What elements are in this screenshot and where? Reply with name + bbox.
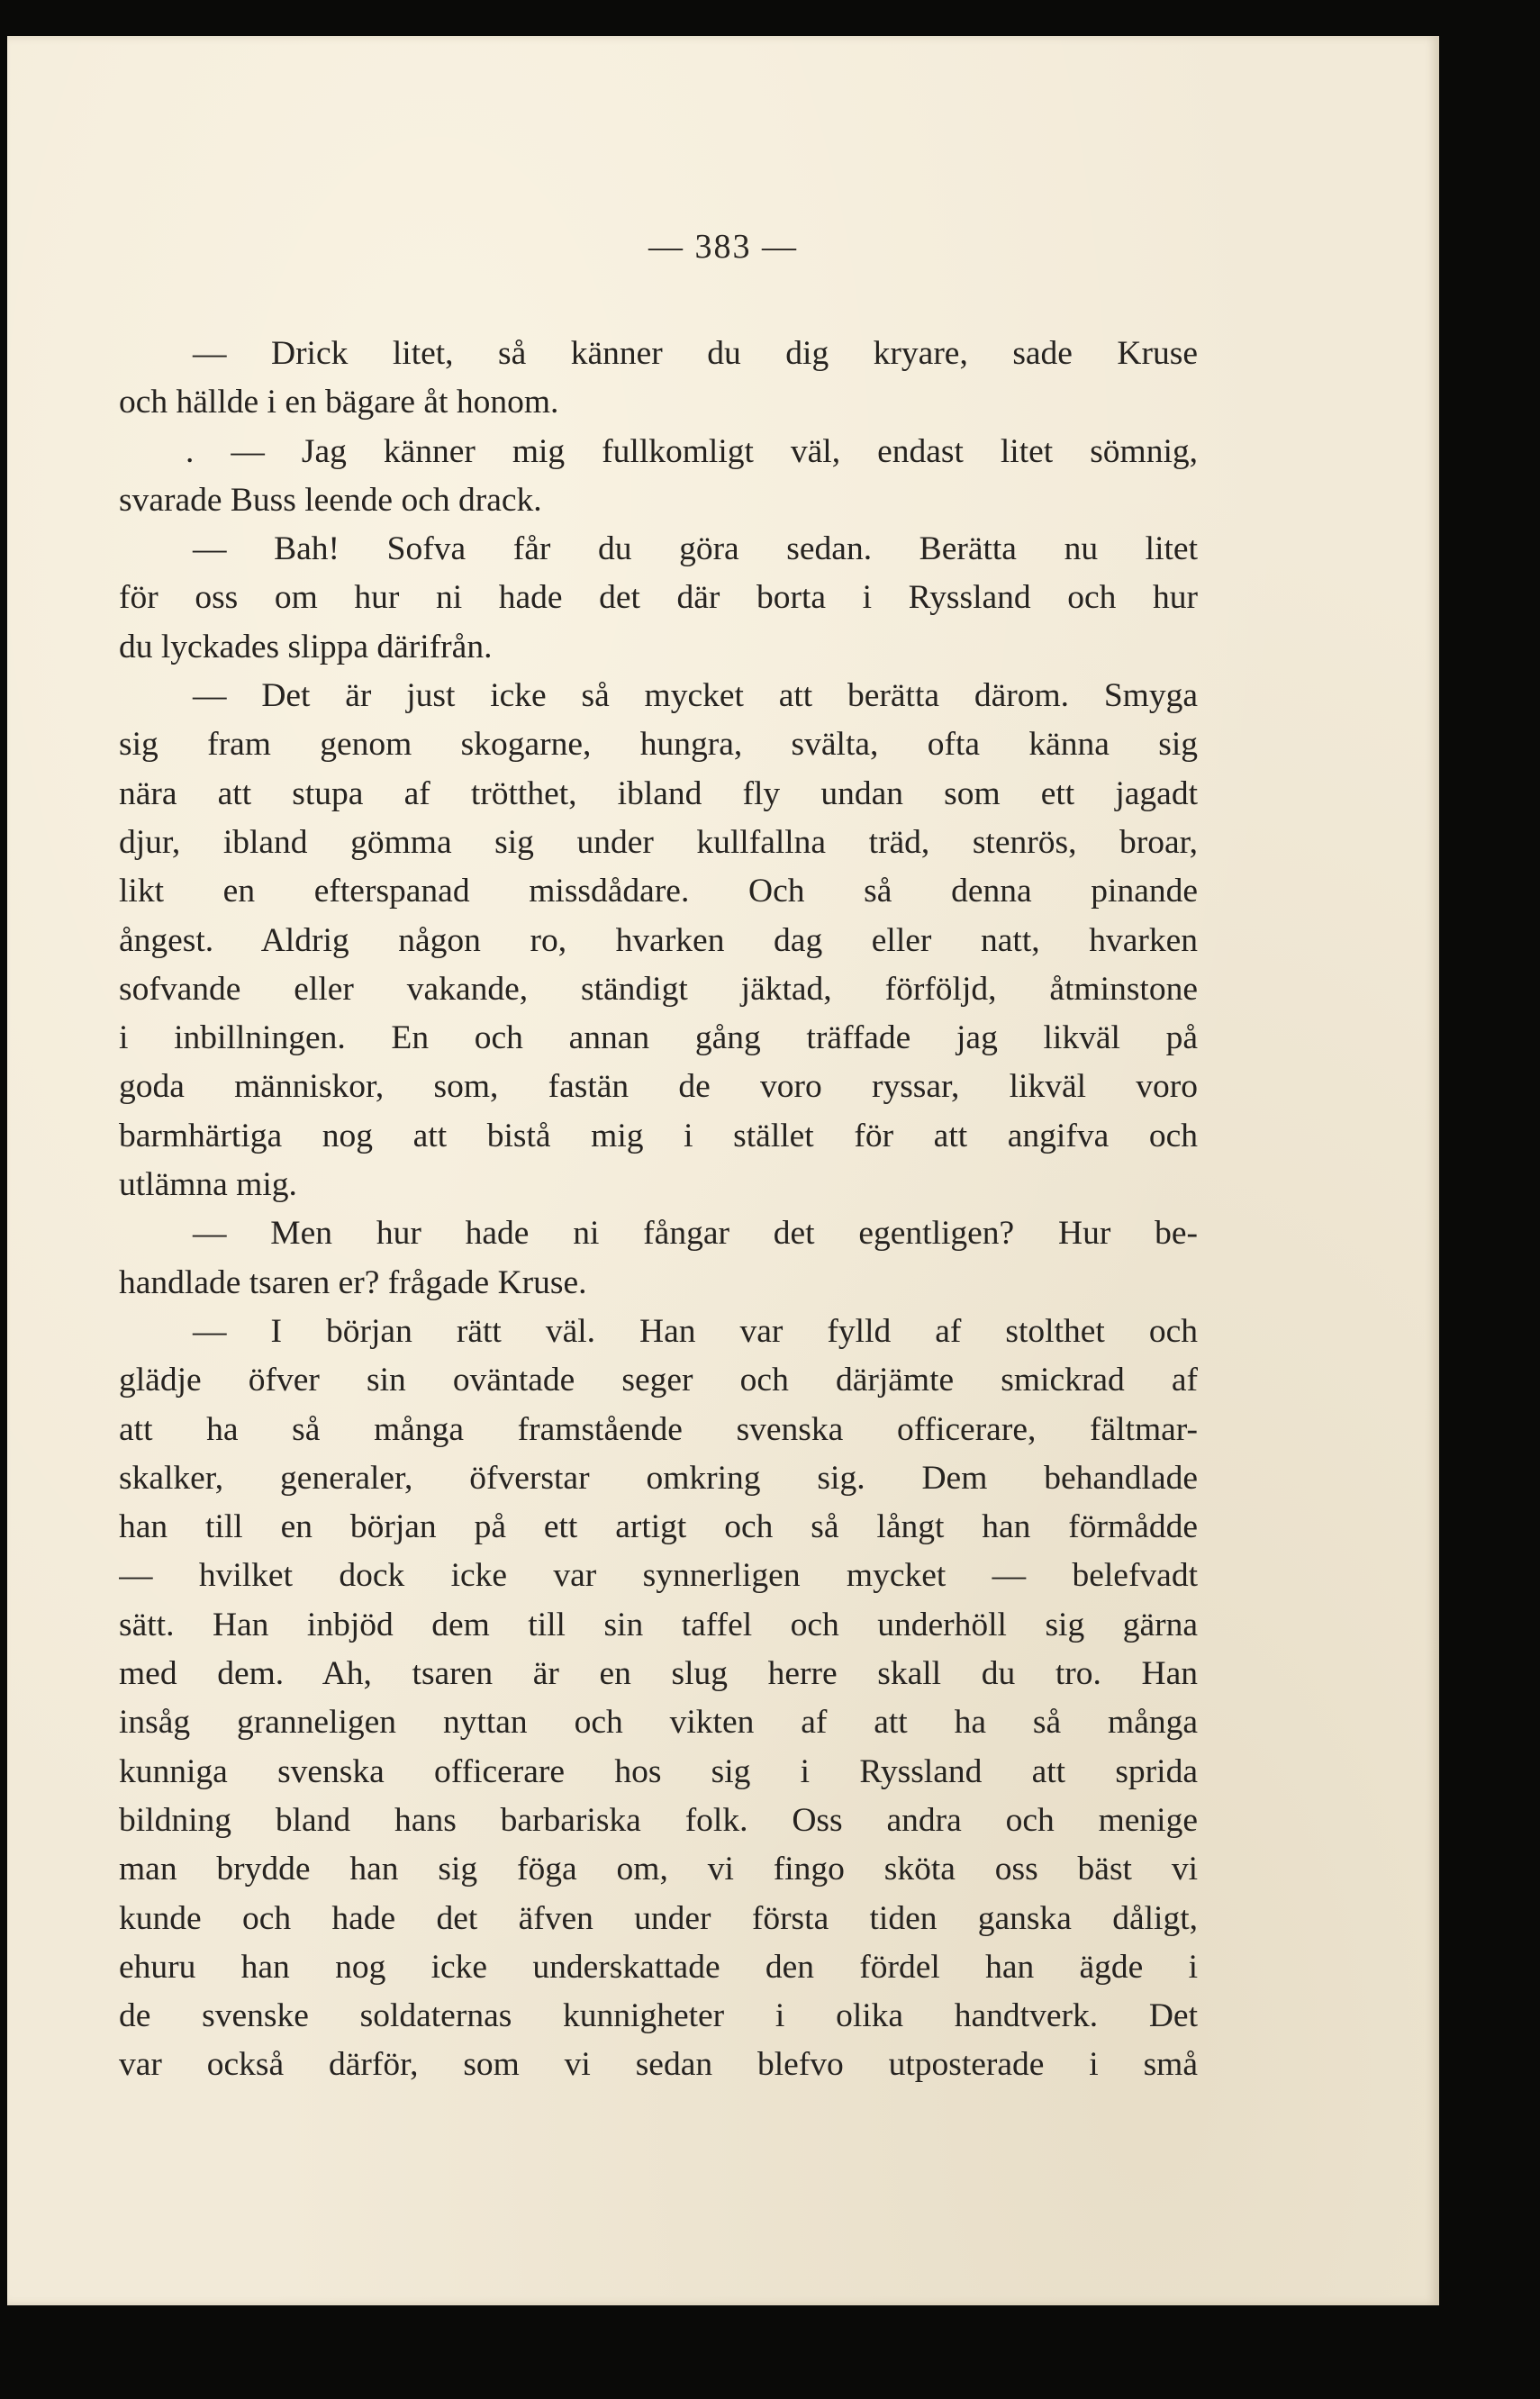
text-line: barmhärtiga nog att bistå mig i stället för att angifva och [119,1117,1198,1154]
text-line: kunniga svenska officerare hos sig i Ryssland att sprida [119,1752,1198,1790]
text-line: sofvande eller vakande, ständigt jäktad, förföljd, åtminstone [119,970,1198,1008]
text-line: du lyckades slippa därifrån. [119,628,493,665]
text-line: med dem. Ah, tsaren är en slug herre skall du tro. Han [119,1655,1198,1693]
text-line: ehuru han nog icke underskattade den fördel han ägde i [119,1948,1198,1986]
text-line: utlämna mig. [119,1166,297,1204]
book-page [7,36,1439,2305]
text-line: i inbillningen. En och annan gång träffade jag likväl på [119,1019,1198,1057]
text-line: — I början rätt väl. Han var fylld af stolthet och [193,1312,1198,1350]
text-line: — Drick litet, så känner du dig kryare, sade Kruse [193,335,1198,372]
text-line: likt en efterspanad missdådare. Och så denna pinande [119,873,1198,910]
text-line: att ha så många framstående svenska officerare, fältmar- [119,1410,1198,1448]
text-line: kunde och hade det äfven under första tiden ganska dåligt, [119,1899,1198,1937]
text-line: skalker, generaler, öfverstar omkring sig. Dem behandlade [119,1459,1198,1497]
page-number: — 383 — [648,228,798,266]
text-line: han till en början på ett artigt och så långt han förmådde [119,1508,1198,1546]
text-line: bildning bland hans barbariska folk. Oss andra och menige [119,1801,1198,1839]
text-line: djur, ibland gömma sig under kullfallna träd, stenrös, broar, [119,823,1198,861]
text-line: . — Jag känner mig fullkomligt väl, endast litet sömnig, [186,432,1198,470]
body-text [119,330,1198,2090]
text-line: — Bah! Sofva får du göra sedan. Berätta nu litet [193,530,1198,568]
text-line: man brydde han sig föga om, vi fingo sköta oss bäst vi [119,1851,1198,1888]
text-line: handlade tsaren er? frågade Kruse. [119,1263,587,1301]
text-line: sätt. Han inbjöd dem till sin taffel och underhöll sig gärna [119,1606,1198,1643]
text-line: de svenske soldaternas kunnigheter i olika handtverk. Det [119,1997,1198,2035]
text-line: — Men hur hade ni fångar det egentligen? Hur be- [193,1215,1198,1253]
text-line: insåg granneligen nyttan och vikten af att ha så många [119,1704,1198,1742]
text-line: — hvilket dock icke var synnerligen mycket — belefvadt [119,1557,1198,1595]
text-line: — Det är just icke så mycket att berätta därom. Smyga [193,677,1198,715]
text-line: var också därför, som vi sedan blefvo utposterade i små [119,2046,1198,2084]
text-line: och hällde i en bägare åt honom. [119,384,559,421]
text-line: för oss om hur ni hade det där borta i Ryssland och hur [119,579,1198,617]
text-line: sig fram genom skogarne, hungra, svälta, ofta känna sig [119,726,1198,764]
text-line: ångest. Aldrig någon ro, hvarken dag eller natt, hvarken [119,921,1198,959]
text-line: goda människor, som, fastän de voro ryssar, likväl voro [119,1068,1198,1106]
text-line: nära att stupa af trötthet, ibland fly undan som ett jagadt [119,774,1198,812]
text-line: glädje öfver sin oväntade seger och därjämte smickrad af [119,1362,1198,1399]
text-line: svarade Buss leende och drack. [119,481,542,519]
